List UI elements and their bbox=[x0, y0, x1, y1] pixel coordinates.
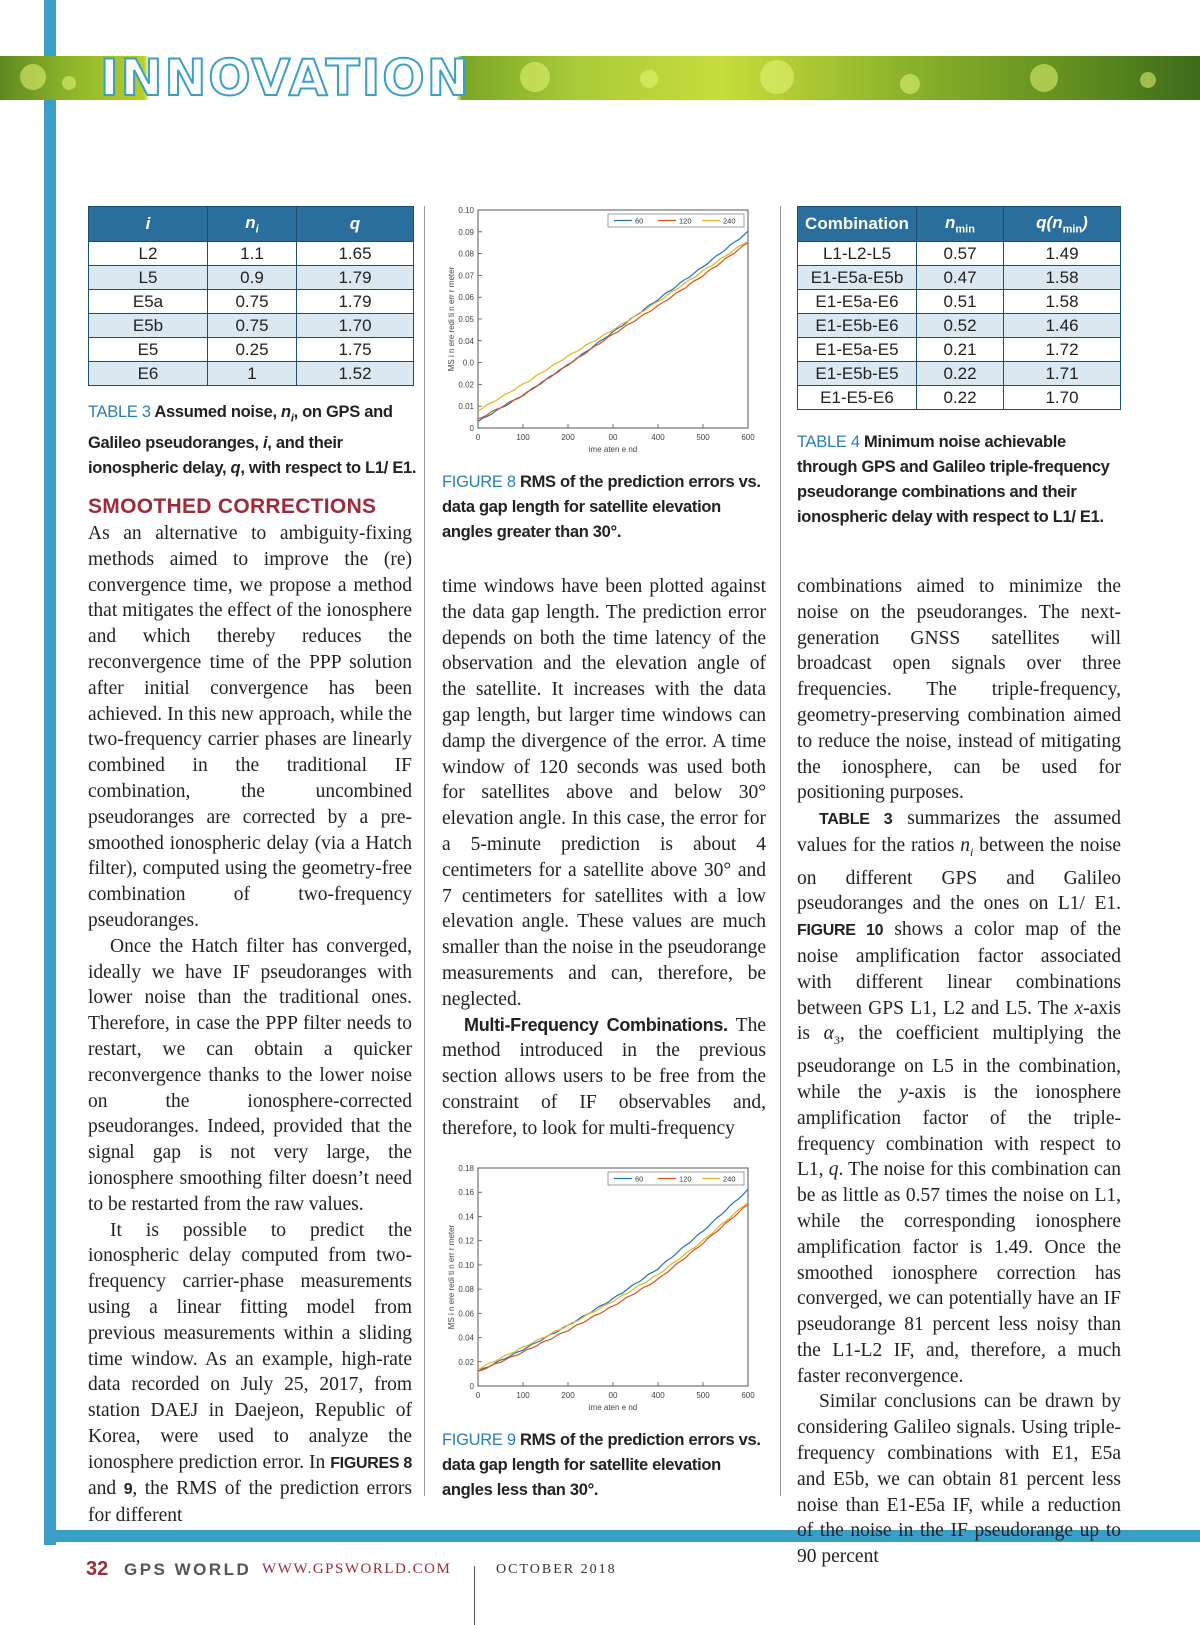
issue-date: OCTOBER 2018 bbox=[496, 1562, 617, 1577]
table-4 bbox=[797, 206, 1121, 410]
x-tick-label: 500 bbox=[696, 433, 710, 442]
x-tick-label: 00 bbox=[608, 1391, 618, 1400]
x-tick-label: 400 bbox=[651, 433, 665, 442]
paragraph: Similar conclusions can be drawn by considering Galileo signals. Using triple-frequency combinations with E1, E5a and E5b, we can obtain 81 percent less noise than E1-E5a IF, while a reduction of the noise in the IF pseudorange up to 90 percent bbox=[797, 1391, 1121, 1568]
table-4-caption: TABLE 4 Minimum noise achievable through GPS and Galileo triple-frequency pseudorange combinations and their ionospheric delay with respect to L1/ E1. bbox=[797, 433, 1110, 526]
section-title: INNOVATION bbox=[100, 49, 471, 107]
table-row: E1-E5a-E6 0.51 1.58 bbox=[798, 290, 1121, 314]
table-row: E5a 0.75 1.79 bbox=[89, 290, 414, 314]
x-tick-label: 600 bbox=[741, 433, 755, 442]
table-row: E1-E5a-E5b 0.47 1.58 bbox=[798, 266, 1121, 290]
y-tick-label: 0.10 bbox=[458, 1260, 474, 1270]
subsection-heading: Multi-Frequency Combinations. bbox=[464, 1014, 728, 1035]
y-tick-label: 0.02 bbox=[458, 380, 474, 390]
table-3 bbox=[88, 206, 414, 386]
plot-area bbox=[478, 1168, 748, 1386]
y-tick-label: 0 bbox=[469, 424, 474, 433]
figure-reference: FIGURES 8 bbox=[330, 1454, 413, 1472]
x-tick-label: 100 bbox=[516, 1391, 530, 1400]
paragraph: TABLE 3 summarizes the assumed values for the ratios $n_i$ between the noise on different GPS and Galileo pseudoranges and the ones on L1/ E1. FIGURE 10 shows a color map of the noise amplification factor associated with different linear combinations between GPS L1, L2 and L5. The x-axis is $\alpha_3$, the coefficient multiplying the pseudorange on L5 in the combination, while the y-axis is the ionosphere amplification factor of the triple-frequency combination with respect to L1, q. The noise for this combination can be as little as 0.57 times the noise on L1, while the corresponding ionosphere amplification factor is 1.49. Once the smoothed ionosphere correction has converged, we can potentially have an IF pseudorange 81 percent less noisy than the L1-L2 IF, and, therefore, a much faster reconvergence. bbox=[797, 808, 1122, 1387]
figure-8-caption: FIGURE 8 RMS of the prediction errors vs. data gap length for satellite elevation angles greater than 30°. bbox=[442, 473, 761, 541]
y-tick-label: 0.0 bbox=[462, 358, 474, 368]
table-3-header-q: q bbox=[297, 207, 414, 242]
y-axis-label: MS i n ere redi ti n err r meter bbox=[447, 1224, 456, 1330]
page-number: 32 bbox=[86, 1558, 109, 1580]
figure-8-chart bbox=[444, 204, 764, 464]
table-4-header-combination: Combination bbox=[798, 207, 917, 242]
y-axis-label: MS i n ere redi ti n err r meter bbox=[447, 266, 456, 372]
y-tick-label: 0 bbox=[469, 1382, 474, 1391]
y-tick-label: 0.06 bbox=[458, 1309, 474, 1319]
column-divider bbox=[780, 206, 781, 1496]
article-column-1 bbox=[88, 521, 412, 1529]
y-tick-label: 0.08 bbox=[458, 249, 474, 259]
table-row: E5b 0.75 1.70 bbox=[89, 314, 414, 338]
plot-area bbox=[478, 210, 748, 428]
figure-9-caption: FIGURE 9 RMS of the prediction errors vs. data gap length for satellite elevation angles less than 30°. bbox=[442, 1431, 761, 1499]
y-tick-label: 0.07 bbox=[458, 271, 474, 281]
magazine-url: WWW.GPSWORLD.COM bbox=[262, 1561, 452, 1577]
y-tick-label: 0.12 bbox=[458, 1236, 474, 1246]
magazine-brand: GPS WORLD bbox=[124, 1560, 252, 1579]
section-heading: SMOOTHED CORRECTIONS bbox=[88, 495, 377, 518]
x-axis-label: ime aten e nd bbox=[588, 445, 638, 454]
x-tick-label: 200 bbox=[561, 1391, 575, 1400]
paragraph: time windows have been plotted against the data gap length. The prediction error depends on both the time latency of the observation and the elevation angle of the satellite. It increases with the data gap length, but larger time windows can damp the divergence of the error. A time window of 120 seconds was used both for satellites above and below 30° elevation angle. In this case, the error for a 5-minute prediction is about 4 centimeters for a satellite above 30° and 7 centimeters for satellites with a low elevation angle. These values are much smaller than the noise in the pseudorange measurements and can, therefore, be neglected. bbox=[442, 576, 766, 1010]
x-tick-label: 0 bbox=[475, 1391, 481, 1400]
y-tick-label: 0.10 bbox=[458, 206, 474, 215]
legend-label: 120 bbox=[679, 1174, 692, 1184]
article-column-3 bbox=[797, 574, 1121, 1570]
figure-reference: FIGURE 10 bbox=[797, 922, 884, 940]
legend-label: 240 bbox=[723, 216, 736, 226]
table-3-header-i: i bbox=[89, 207, 208, 242]
table-row: E1-E5a-E5 0.21 1.72 bbox=[798, 338, 1121, 362]
y-tick-label: 0.14 bbox=[458, 1212, 474, 1222]
x-tick-label: 200 bbox=[561, 433, 575, 442]
x-tick-label: 00 bbox=[608, 433, 618, 442]
table-row: E1-E5b-E6 0.52 1.46 bbox=[798, 314, 1121, 338]
paragraph: Multi-Frequency Combinations. The method introduced in the previous section allows users to be free from the constraint of IF observables and, therefore, to look for multi-frequency bbox=[442, 1014, 766, 1139]
column-divider bbox=[424, 206, 425, 1496]
table-4-header-qnmin: $q(n_{min})$ bbox=[1004, 207, 1121, 242]
legend-label: 60 bbox=[635, 216, 644, 226]
x-tick-label: 100 bbox=[516, 433, 530, 442]
figure-reference: 9 bbox=[123, 1481, 133, 1499]
x-tick-label: 600 bbox=[741, 1391, 755, 1400]
table-row: E1-E5b-E5 0.22 1.71 bbox=[798, 362, 1121, 386]
y-tick-label: 0.16 bbox=[458, 1188, 474, 1198]
table-row: E5 0.25 1.75 bbox=[89, 338, 414, 362]
table-row: L5 0.9 1.79 bbox=[89, 266, 414, 290]
y-tick-label: 0.06 bbox=[458, 293, 474, 303]
y-tick-label: 0.04 bbox=[458, 336, 474, 346]
table-row: E1-E5-E6 0.22 1.70 bbox=[798, 386, 1121, 410]
y-tick-label: 0.05 bbox=[458, 315, 474, 324]
legend-label: 240 bbox=[723, 1174, 736, 1184]
paragraph: Once the Hatch filter has converged, ideally we have IF pseudoranges with lower noise than the traditional ones. Therefore, in case the PPP filter needs to restart, we can obtain a quicker reconvergence thanks to the lower noise on the ionosphere-corrected pseudoranges. Indeed, provided that the signal gap is not very large, the ionosphere smoothing filter doesn’t need to be restarted from the raw values. bbox=[88, 935, 412, 1215]
article-column-2 bbox=[442, 574, 766, 1142]
y-tick-label: 0.04 bbox=[458, 1333, 474, 1343]
y-tick-label: 0.08 bbox=[458, 1285, 474, 1295]
legend-label: 60 bbox=[635, 1174, 644, 1184]
legend-label: 120 bbox=[679, 216, 692, 226]
y-tick-label: 0.09 bbox=[458, 227, 474, 237]
table-3-header-n: $n_i$ bbox=[208, 207, 297, 242]
figure-9-chart bbox=[444, 1162, 764, 1422]
x-tick-label: 400 bbox=[651, 1391, 665, 1400]
paragraph: As an alternative to ambiguity-fixing methods aimed to improve the (re) convergence time, we propose a method that mitigates the effect of the ionosphere and which thereby reduces the reconvergence time of the PPP solution after initial convergence has been achieved. In this new approach, while the two-frequency carrier phases are linearly combined in the traditional IF combination, the uncombined pseudoranges are corrected by a pre-smoothed ionospheric delay (via a Hatch filter), computed using the geometry-free combination of two-frequency pseudoranges. bbox=[88, 523, 412, 931]
paragraph: combinations aimed to minimize the noise on the pseudoranges. The next-generation GNSS satellites will broadcast open signals over three frequencies. The triple-frequency, geometry-preserving combination aimed to reduce the noise, instead of mitigating the ionosphere, can be used for positioning purposes. bbox=[797, 576, 1121, 804]
table-row: L2 1.1 1.65 bbox=[89, 242, 414, 266]
x-tick-label: 0 bbox=[475, 433, 481, 442]
x-tick-label: 500 bbox=[696, 1391, 710, 1400]
table-4-header-nmin: $n_{min}$ bbox=[917, 207, 1004, 242]
y-tick-label: 0.02 bbox=[458, 1357, 474, 1367]
paragraph: It is possible to predict the ionospheric delay computed from two-frequency carrier-phase measurements using a linear fitting model from previous measurements within a sliding time window. As an example, high-rate data recorded on July 25, 2017, from station DAEJ in Daejeon, Republic of Korea, were used to analyze the ionosphere prediction error. In FIGURES 8 and 9, the RMS of the prediction errors for different bbox=[88, 1219, 413, 1527]
table-reference: TABLE 3 bbox=[819, 811, 893, 829]
footer-divider bbox=[474, 1566, 475, 1625]
y-tick-label: 0.01 bbox=[458, 402, 474, 412]
table-3-caption: TABLE 3 Assumed noise, $n_i$, on GPS and Galileo pseudoranges, i, and their ionospheric delay, q, with respect to L1/ E1. bbox=[88, 403, 417, 478]
left-accent-bar bbox=[44, 0, 56, 1545]
y-tick-label: 0.18 bbox=[458, 1164, 474, 1173]
x-axis-label: ime aten e nd bbox=[588, 1403, 638, 1412]
table-row: L1-L2-L5 0.57 1.49 bbox=[798, 242, 1121, 266]
table-row: E6 1 1.52 bbox=[89, 362, 414, 386]
